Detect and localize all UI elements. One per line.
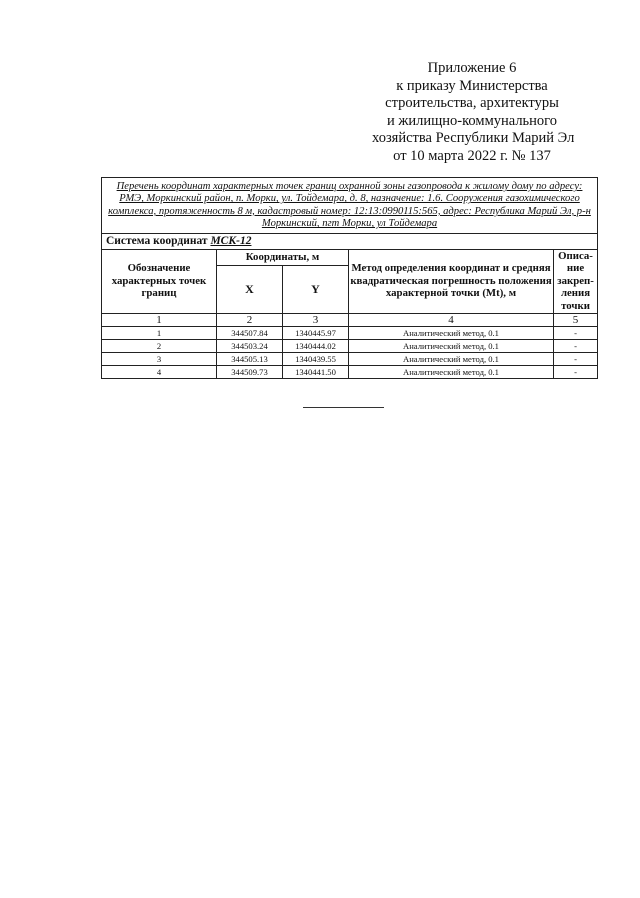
header-coordinates: Координаты, м [217,249,349,265]
cell-method: Аналитический метод, 0.1 [349,365,554,378]
header-method: Метод определения координат и средняя квадратическая погрешность положения характерной точки (Mt), м [349,249,554,313]
appendix-line: Приложение 6 [427,60,517,76]
cell-description: - [554,339,598,352]
column-number: 4 [349,313,554,326]
appendix-line: к приказу Министерства [396,77,548,94]
table-row [102,352,598,365]
column-number: 3 [283,313,349,326]
coordinate-system-row [102,233,598,249]
cell-y: 1340441.50 [283,365,349,378]
column-number: 5 [554,313,598,326]
appendix-line: хозяйства Республики Марий Эл [372,130,575,147]
table-row [102,365,598,378]
end-divider-line [303,407,384,408]
cell-x: 344509.73 [217,365,283,378]
cell-y: 1340445.97 [283,326,349,339]
table-row [102,326,598,339]
table-title: Перечень координат характерных точек границ охранной зоны газопровода к жилому дому по адресу: РМЭ, Моркинский район, п. Морки, ул. Тойдемара, д. 8, назначение: 1.6. Сооружения газохимического комплекса, протяженность 8 м, кадастровый номер: 12:13:0990115:565, адрес: Республика Марий Эл, р-н Моркинский, пгт Морки, ул Тойдемара [102,178,598,234]
cell-point: 1 [102,326,217,339]
column-number: 1 [102,313,217,326]
cell-point: 2 [102,339,217,352]
column-number-row [102,313,598,326]
header-x: X [217,265,283,313]
cell-x: 344505.13 [217,352,283,365]
cell-method: Аналитический метод, 0.1 [349,326,554,339]
header-description: Описа-ние закреп-ления точки [554,249,598,313]
cell-x: 344503.24 [217,339,283,352]
cell-y: 1340439.55 [283,352,349,365]
cell-description: - [554,326,598,339]
cell-point: 4 [102,365,217,378]
cell-description: - [554,365,598,378]
column-number: 2 [217,313,283,326]
coordinate-system-label: Система координат [106,234,208,247]
header-y: Y [283,265,349,313]
cell-method: Аналитический метод, 0.1 [349,352,554,365]
appendix-line: от 10 марта 2022 г. № 137 [393,147,551,164]
cell-point: 3 [102,352,217,365]
cell-x: 344507.84 [217,326,283,339]
cell-description: - [554,352,598,365]
cell-method: Аналитический метод, 0.1 [349,339,554,352]
appendix-header [372,60,575,166]
cell-y: 1340444.02 [283,339,349,352]
appendix-line: и жилищно-коммунального [386,112,558,129]
coordinates-table [101,177,598,379]
appendix-line: строительства, архитектуры [385,95,559,112]
table-row [102,339,598,352]
header-point: Обозначение характерных точек границ [102,249,217,313]
coordinate-system-value: МСК-12 [210,234,252,247]
